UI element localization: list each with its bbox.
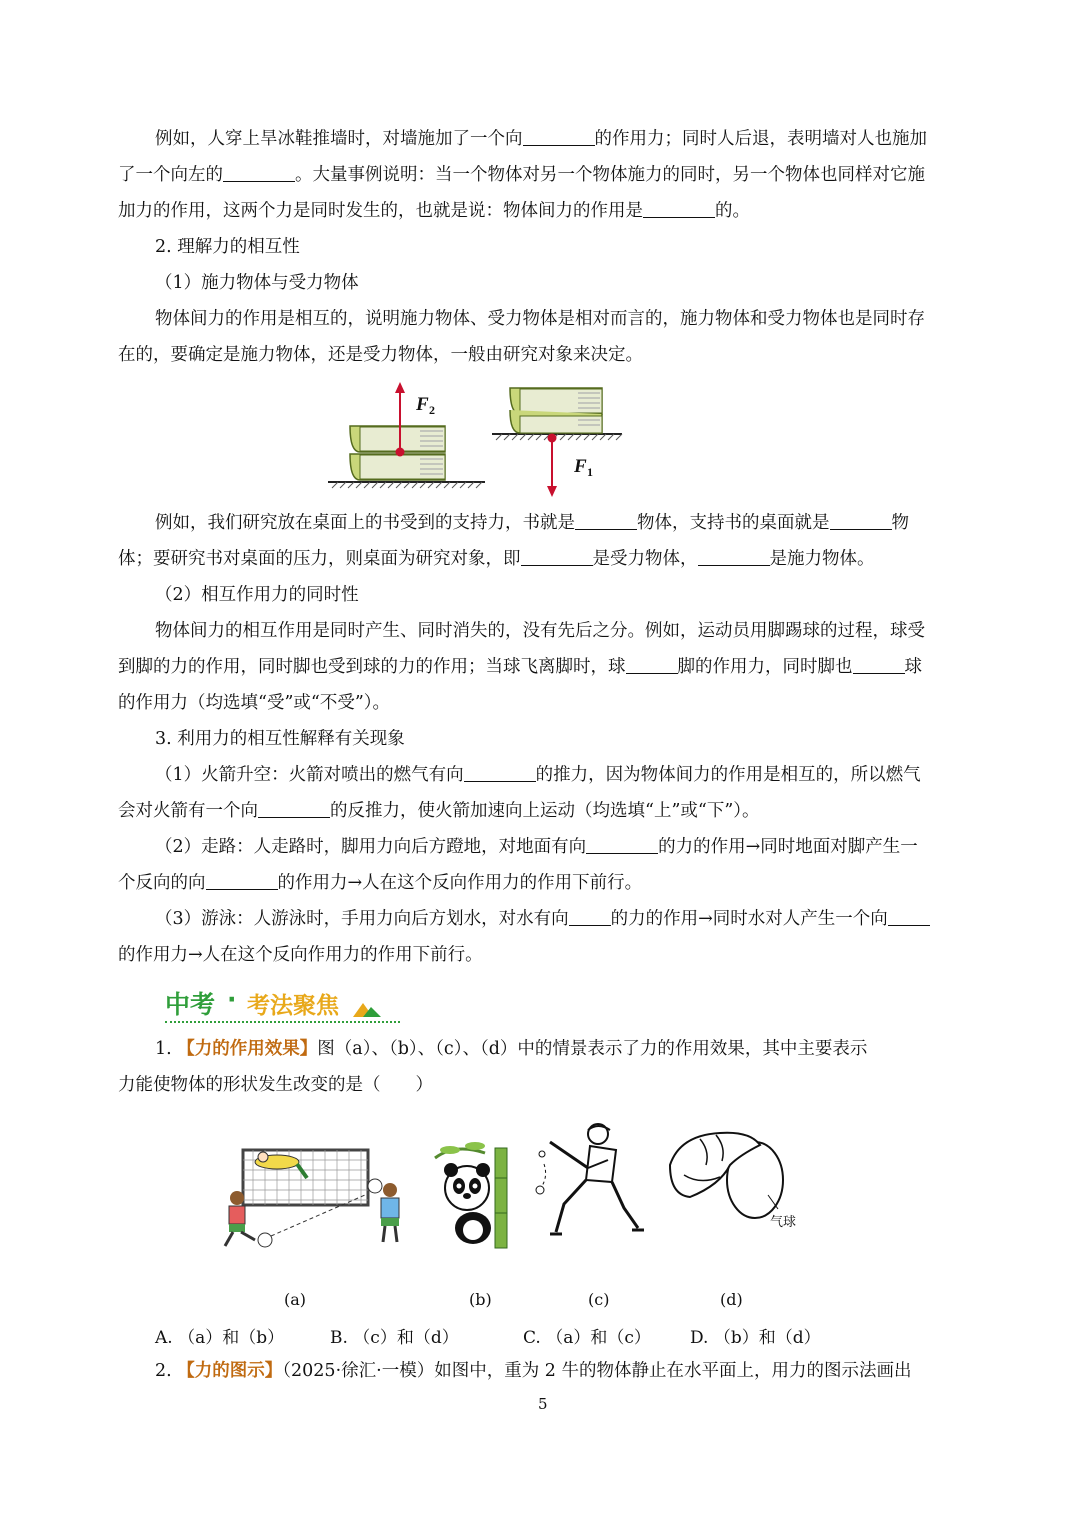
- blank-3[interactable]: [643, 199, 715, 218]
- swim-line2: 的作用力→人在这个反向作用力的作用下前行。: [118, 945, 483, 965]
- exam-focus-banner: [165, 983, 400, 1025]
- blank-8[interactable]: [626, 655, 678, 674]
- blank-7[interactable]: [698, 547, 770, 566]
- para1-line1: 例如，人穿上旱冰鞋推墙时，对墙施加了一个向 的作用力；同时人后退，表明墙对人也施加: [155, 129, 927, 149]
- swim-line1: （3）游泳：人游泳时，手用力向后方划水，对水有向 的力的作用→同时水对人产生一个向: [155, 907, 930, 931]
- f1-subscript: 1: [587, 465, 593, 479]
- question-1-tag: 【力的作用效果】: [177, 1039, 318, 1059]
- subsection-1-title: （1）施力物体与受力物体: [155, 273, 359, 293]
- section-3-title: 3. 利用力的相互性解释有关现象: [155, 729, 405, 749]
- books-force-figure: [320, 378, 640, 500]
- figure-d-balloon: [660, 1125, 820, 1240]
- para2-line1: 物体间力的作用是相互的，说明施力物体、受力物体是相对而言的，施力物体和受力物体也是同时存: [155, 309, 925, 329]
- fig-label-b: (b): [469, 1290, 492, 1309]
- para4-line3: 的作用力（均选填“受”或“不受”）。: [118, 693, 391, 713]
- page-number: 5: [538, 1395, 548, 1413]
- question-2-tag: 【力的图示】: [177, 1361, 283, 1381]
- option-d[interactable]: D. （b）和（d）: [690, 1328, 821, 1348]
- fig-label-c: (c): [588, 1290, 610, 1309]
- figure-c-baseball: [528, 1120, 648, 1250]
- blank-15[interactable]: [888, 907, 930, 926]
- para3-line1: 例如，我们研究放在桌面上的书受到的支持力，书就是 物体，支持书的桌面就是 物: [155, 513, 909, 533]
- blank-10[interactable]: [464, 763, 536, 782]
- blank-14[interactable]: [569, 907, 611, 926]
- question-1-line2: 力能使物体的形状发生改变的是（ ）: [118, 1075, 433, 1095]
- para4-line2: 到脚的力的作用，同时脚也受到球的力的作用；当球飞离脚时，球 脚的作用力，同时脚也 球: [118, 657, 922, 677]
- para4-line1: 物体间力的相互作用是同时产生、同时消失的，没有先后之分。例如，运动员用脚踢球的过程，球受: [155, 621, 925, 641]
- blank-6[interactable]: [521, 547, 593, 566]
- walk-line2: 个反向的向 的作用力→人在这个反向作用力的作用下前行。: [118, 873, 643, 893]
- fig-label-d: (d): [720, 1290, 743, 1309]
- rocket-line2: 会对火箭有一个向 的反推力，使火箭加速向上运动（均选填“上”或“下”）。: [118, 801, 760, 821]
- blank-11[interactable]: [258, 799, 330, 818]
- question-2-line1: 2. 【力的图示】（2025·徐汇·一模）如图中，重为 2 牛的物体静止在水平面上，用力的图示法画出: [155, 1361, 912, 1381]
- option-c[interactable]: C. （a）和（c）: [523, 1328, 651, 1348]
- blank-4[interactable]: [575, 511, 637, 530]
- option-a[interactable]: A. （a）和（b）: [155, 1328, 285, 1348]
- section-2-title: 2. 理解力的相互性: [155, 237, 300, 257]
- figure-a-soccer: [215, 1140, 415, 1255]
- rocket-line1: （1）火箭升空：火箭对喷出的燃气有向 的推力，因为物体间力的作用是相互的，所以燃气: [155, 765, 921, 785]
- f2-label: F: [416, 394, 429, 415]
- para2-line2: 在的，要确定是施力物体，还是受力物体，一般由研究对象来决定。: [118, 345, 643, 365]
- f2-subscript: 2: [429, 403, 435, 417]
- walk-line1: （2）走路：人走路时，脚用力向后方蹬地，对地面有向 的力的作用→同时地面对脚产生一: [155, 837, 918, 857]
- fig-label-a: (a): [284, 1290, 307, 1309]
- banner-part2: 考法聚焦: [247, 993, 339, 1019]
- book-right: [510, 388, 602, 433]
- option-b[interactable]: B. （c）和（d）: [330, 1328, 459, 1348]
- question-1-line1: 1. 【力的作用效果】图（a）、（b）、（c）、（d）中的情景表示了力的作用效果，其中主要表示: [155, 1039, 868, 1059]
- blank-12[interactable]: [586, 835, 658, 854]
- para3-line2: 体；要研究书对桌面的压力，则桌面为研究对象，即 是受力物体， 是施力物体。: [118, 549, 875, 569]
- blank-9[interactable]: [853, 655, 905, 674]
- banner-part1: 中考: [165, 990, 216, 1019]
- para1-line2: 了一个向左的 。大量事例说明：当一个物体对另一个物体施力的同时，另一个物体也同样对它施: [118, 165, 925, 185]
- balloon-label: 气球: [770, 1215, 797, 1230]
- mountain-icon: [353, 1001, 381, 1017]
- figure-b-panda: [425, 1138, 525, 1253]
- para1-line3: 加力的作用，这两个力是同时发生的，也就是说：物体间力的作用是 的。: [118, 201, 750, 221]
- blank-2[interactable]: [223, 163, 295, 182]
- banner-underline: [165, 1021, 400, 1023]
- blank-13[interactable]: [206, 871, 278, 890]
- subsection-2-title: （2）相互作用力的同时性: [155, 585, 359, 605]
- blank-5[interactable]: [830, 511, 892, 530]
- f1-label: F: [574, 456, 587, 477]
- banner-dot: ·: [227, 985, 237, 1014]
- blank-1[interactable]: [523, 127, 595, 146]
